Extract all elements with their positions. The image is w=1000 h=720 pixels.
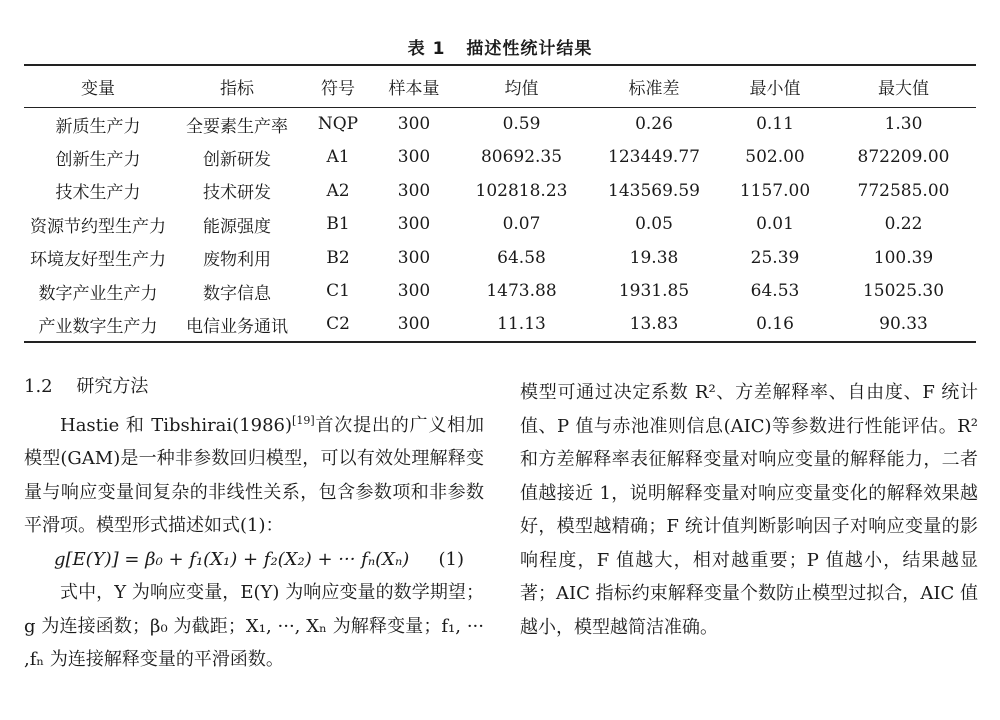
column-header: 样本量 bbox=[388, 78, 440, 99]
table-cell: 25.39 bbox=[750, 247, 800, 268]
table-cell: 全要素生产率 bbox=[186, 116, 288, 137]
citation-ref: [19] bbox=[292, 413, 315, 427]
table-cell: 300 bbox=[397, 180, 431, 201]
table-row bbox=[24, 308, 976, 342]
table-cell: B2 bbox=[326, 247, 350, 268]
table-cell: 创新研发 bbox=[203, 149, 271, 170]
paragraph-gam-intro bbox=[24, 404, 484, 543]
table-cell: 300 bbox=[397, 314, 431, 335]
table-cell: 300 bbox=[397, 247, 431, 268]
formula-1 bbox=[24, 543, 484, 577]
table-cell: A2 bbox=[326, 180, 350, 201]
column-header: 最大值 bbox=[878, 78, 929, 99]
section-heading bbox=[24, 370, 484, 404]
table-body bbox=[24, 107, 976, 342]
descriptive-stats-table bbox=[24, 64, 976, 343]
table-row bbox=[24, 141, 976, 175]
table-cell: 环境友好型生产力 bbox=[30, 250, 166, 271]
table-cell: 1.30 bbox=[884, 114, 923, 134]
table-cell: 0.11 bbox=[756, 114, 794, 134]
table-cell: 300 bbox=[397, 147, 431, 168]
table-row bbox=[24, 241, 976, 275]
table-caption bbox=[0, 34, 1000, 59]
table-cell: B1 bbox=[326, 214, 350, 235]
table-cell: 0.07 bbox=[502, 214, 541, 235]
table-title: 描述性统计结果 bbox=[466, 39, 593, 59]
section-number: 1.2 bbox=[24, 376, 53, 397]
table-cell: 0.59 bbox=[502, 114, 541, 134]
table-cell: 电信业务通讯 bbox=[186, 316, 288, 337]
column-header: 符号 bbox=[321, 78, 355, 99]
table-cell: 872209.00 bbox=[857, 147, 950, 168]
table-cell: 创新生产力 bbox=[55, 149, 141, 170]
table-cell: 300 bbox=[397, 114, 431, 134]
table-cell: A1 bbox=[326, 147, 350, 168]
paragraph-gam-intro-lead: Hastie 和 Tibshirai(1986) bbox=[60, 414, 293, 436]
table-cell: 资源节约型生产力 bbox=[30, 216, 166, 237]
table-row bbox=[24, 174, 976, 208]
table-cell: C1 bbox=[326, 281, 350, 302]
table-cell: 143569.59 bbox=[608, 180, 700, 201]
table-row bbox=[24, 275, 976, 309]
table-cell: NQP bbox=[317, 114, 359, 134]
table-cell: 能源强度 bbox=[203, 216, 271, 237]
paragraph-gam-intro-body: 首次提出的广义相加模型(GAM)是一种非参数回归模型，可以有效处理解释变量与响应变量间复杂的非线性关系，包含参数项和非参数平滑项。模型形式描述如式(1)： bbox=[24, 414, 484, 536]
table-cell: 19.38 bbox=[629, 247, 679, 268]
table-cell: 废物利用 bbox=[203, 250, 271, 271]
table-cell: 技术研发 bbox=[203, 183, 271, 204]
table-header-row bbox=[24, 65, 976, 107]
right-column bbox=[520, 376, 978, 644]
table-cell: 0.26 bbox=[635, 114, 673, 134]
table-cell: 64.58 bbox=[497, 247, 546, 268]
table-cell: 11.13 bbox=[497, 314, 546, 335]
table-cell: 123449.77 bbox=[608, 147, 700, 168]
column-header: 指标 bbox=[220, 78, 254, 99]
table-cell: 1157.00 bbox=[739, 180, 811, 201]
table-cell: 15025.30 bbox=[862, 281, 945, 302]
column-header: 标准差 bbox=[628, 78, 680, 99]
table-cell: 新质生产力 bbox=[55, 116, 141, 137]
table-cell: 0.05 bbox=[635, 214, 673, 235]
column-header: 最小值 bbox=[749, 78, 801, 99]
table-row bbox=[24, 107, 976, 141]
table-header bbox=[24, 65, 976, 107]
paragraph-variable-definitions: 式中，Y 为响应变量，E(Y) 为响应变量的数学期望；g 为连接函数；β₀ 为截距；X₁, ···, Xₙ 为解释变量；f₁, ··· ,fₙ 为连接解释变量的平滑函数。 bbox=[24, 582, 484, 670]
table-cell: 772585.00 bbox=[857, 180, 950, 201]
table-cell: 0.22 bbox=[884, 214, 923, 235]
table-cell: 产业数字生产力 bbox=[38, 316, 158, 337]
table-cell: 90.33 bbox=[879, 314, 928, 335]
table-row bbox=[24, 208, 976, 242]
table-number: 表 1 bbox=[407, 39, 446, 59]
table-cell: 数字产业生产力 bbox=[38, 283, 158, 304]
table-cell: 13.83 bbox=[629, 314, 679, 335]
table-cell: 300 bbox=[397, 214, 431, 235]
left-column bbox=[24, 370, 484, 677]
table-cell: 64.53 bbox=[750, 281, 800, 302]
table-cell: 0.01 bbox=[756, 214, 794, 235]
table-cell: 1473.88 bbox=[486, 281, 557, 302]
table-cell: 1931.85 bbox=[618, 281, 690, 302]
table-cell: 102818.23 bbox=[475, 180, 568, 201]
table-cell: 技术生产力 bbox=[55, 183, 141, 204]
formula-tag: (1) bbox=[438, 548, 464, 570]
paragraph-model-evaluation: 模型可通过决定系数 R²、方差解释率、自由度、F 统计值、P 值与赤池准则信息(AIC)等参数进行性能评估。R² 和方差解释率表征解释变量对响应变量的解释能力，二者值越接近 1，说明解释变量对响应变量变化的解释效果越好，模型越精确；F 统计值判断影响因子对响应变量的影响程度，F 值越大，相对越重要；P 值越小，结果越显著；AIC 指标约束解释变量个数防止模型过拟合，AIC 值越小，模型越简洁准确。 bbox=[520, 382, 978, 638]
table-cell: 502.00 bbox=[745, 147, 805, 168]
table-cell: 80692.35 bbox=[480, 147, 563, 168]
formula-expression: g[E(Y)] = β₀ + f₁(X₁) + f₂(X₂) + ··· fₙ(Xₙ) bbox=[54, 548, 410, 570]
table-cell: 数字信息 bbox=[203, 283, 271, 304]
section-title: 研究方法 bbox=[76, 376, 149, 397]
table-cell: 300 bbox=[397, 281, 431, 302]
table-cell: 100.39 bbox=[873, 247, 934, 268]
table-cell: 0.16 bbox=[756, 314, 794, 335]
table-cell: C2 bbox=[326, 314, 350, 335]
column-header: 均值 bbox=[504, 78, 539, 99]
column-header: 变量 bbox=[81, 78, 115, 99]
